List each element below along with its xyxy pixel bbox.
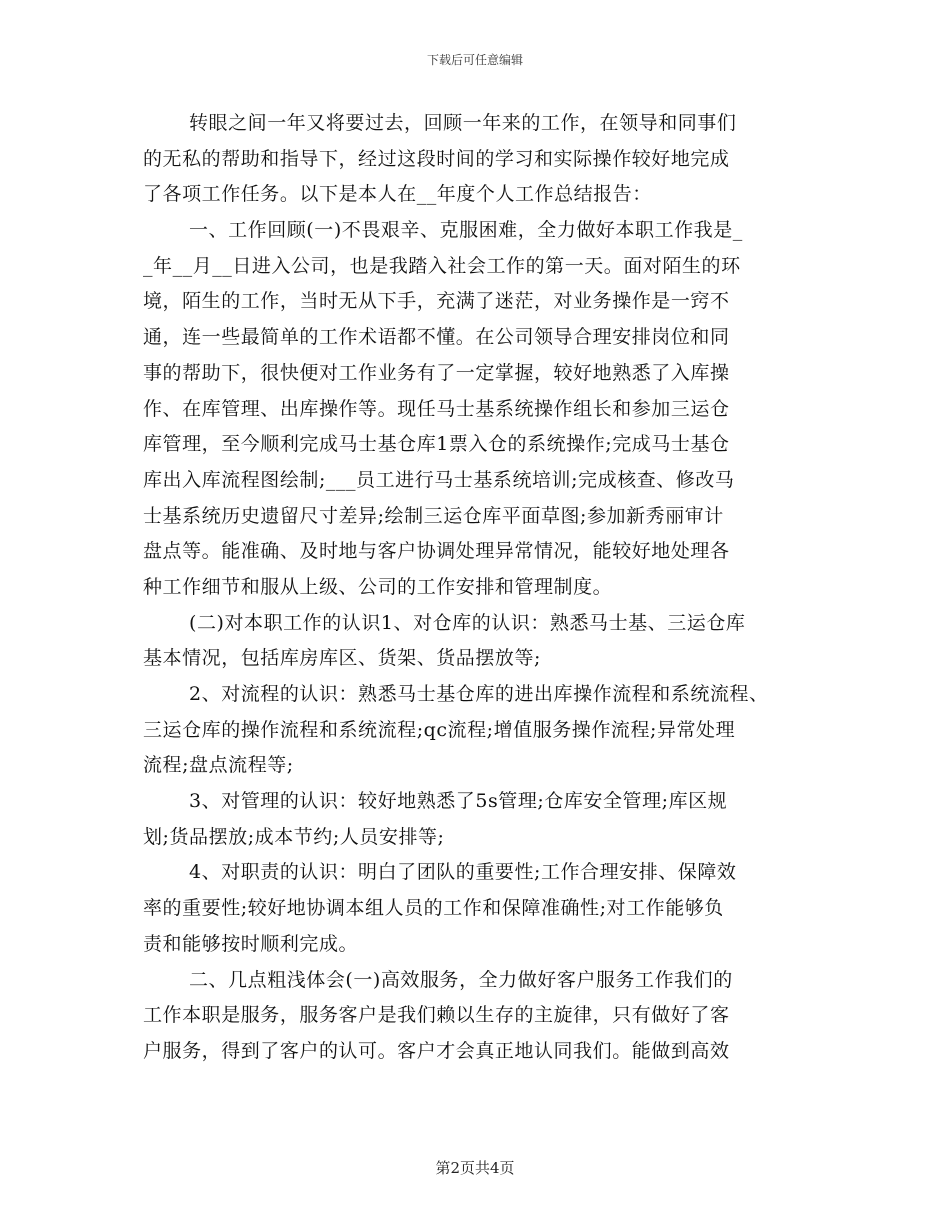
text-line: 户服务，得到了客户的认可。客户才会真正地认同我们。能做到高效	[143, 1039, 730, 1062]
text-line: 责和能够按时顺利完成。	[143, 932, 359, 955]
text-line: 率的重要性;较好地协调本组人员的工作和保障准确性;对工作能够负	[143, 897, 724, 920]
text-line: 了各项工作任务。以下是本人在__年度个人工作总结报告：	[143, 183, 652, 206]
page-header: 下载后可任意编辑	[426, 53, 523, 67]
text-line: 工作本职是服务，服务客户是我们赖以生存的主旋律，只有做好了客	[143, 1004, 730, 1027]
text-line: 士基系统历史遗留尺寸差异;绘制三运仓库平面草图;参加新秀丽审计	[143, 504, 724, 527]
document-body	[143, 106, 813, 1070]
page-footer: 第2页共4页	[435, 1159, 515, 1177]
text-line: 一、工作回顾(一)不畏艰辛、克服困难，全力做好本职工作我是_	[189, 219, 743, 242]
text-line: 盘点等。能准确、及时地与客户协调处理异常情况，能较好地处理各	[143, 540, 730, 563]
text-line: 种工作细节和服从上级、公司的工作安排和管理制度。	[143, 575, 613, 598]
text-line: 基本情况，包括库房库区、货架、货品摆放等;	[143, 647, 541, 670]
text-line: 事的帮助下，很快便对工作业务有了一定掌握，较好地熟悉了入库操	[143, 361, 730, 384]
text-line: 通，连一些最简单的工作术语都不懂。在公司领导合理安排岗位和同	[143, 326, 730, 349]
text-line: 划;货品摆放;成本节约;人员安排等;	[143, 825, 445, 848]
text-line: 3、对管理的认识：较好地熟悉了5s管理;仓库安全管理;库区规	[189, 790, 728, 813]
text-line: 的无私的帮助和指导下，经过这段时间的学习和实际操作较好地完成	[143, 147, 730, 170]
text-line: (二)对本职工作的认识1、对仓库的认识：熟悉马士基、三运仓库	[189, 611, 746, 634]
text-line: 转眼之间一年又将要过去，回顾一年来的工作，在领导和同事们	[189, 112, 737, 134]
text-line: 三运仓库的操作流程和系统流程;qc流程;增值服务操作流程;异常处理	[143, 718, 736, 741]
text-line: 2、对流程的认识：熟悉马士基仓库的进出库操作流程和系统流程、	[189, 683, 769, 705]
text-line: 库出入库流程图绘制;___员工进行马士基系统培训;完成核查、修改马	[143, 468, 735, 491]
text-line: 库管理，至今顺利完成马士基仓库1票入仓的系统操作;完成马士基仓	[143, 433, 730, 456]
text-line: 境，陌生的工作，当时无从下手，充满了迷茫，对业务操作是一窍不	[143, 290, 730, 313]
text-line: 流程;盘点流程等;	[143, 754, 294, 777]
text-line: 二、几点粗浅体会(一)高效服务，全力做好客户服务工作我们的	[189, 968, 733, 991]
text-line: 4、对职责的认识：明白了团队的重要性;工作合理安排、保障效	[189, 861, 737, 884]
text-line: _年__月__日进入公司，也是我踏入社会工作的第一天。面对陌生的环	[143, 254, 741, 277]
text-line: 作、在库管理、出库操作等。现任马士基系统操作组长和参加三运仓	[143, 397, 730, 420]
